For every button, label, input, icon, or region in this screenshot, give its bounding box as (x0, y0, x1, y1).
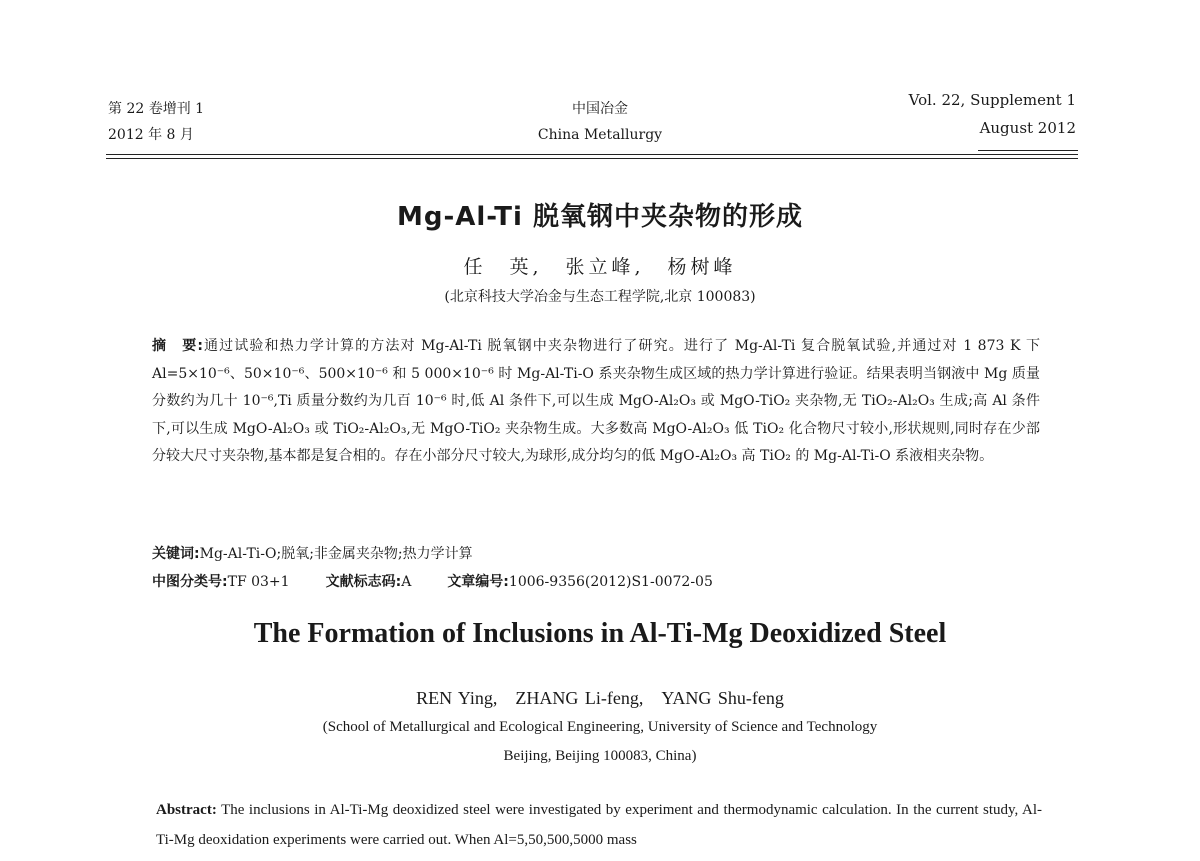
paper-title-en: The Formation of Inclusions in Al-Ti-Mg Deoxidized Steel (253, 618, 947, 649)
authors-en: REN Ying, ZHANG Li-feng, YANG Shu-feng (416, 688, 784, 708)
volume-issue-cn: 第 22 卷增刊 1 (108, 101, 205, 117)
paper-title-cn: Mg-Al-Ti 脱氧钢中夹杂物的形成 (397, 202, 803, 232)
abstract-label-en: Abstract: (156, 802, 217, 818)
header-rule-bottom (106, 158, 1078, 159)
clc-label: 中图分类号: (152, 574, 228, 590)
abstract-cn (152, 333, 1040, 471)
volume-issue-en: Vol. 22, Supplement 1 (908, 91, 1076, 109)
abstract-text-cn: 通过试验和热力学计算的方法对 Mg-Al-Ti 脱氧钢中夹杂物进行了研究。进行了 Mg-Al-Ti 复合脱氧试验,并通过对 1 873 K 下 Al=5×10⁻⁶、50×10⁻⁶、500×10⁻⁶ 和 5 000×10⁻⁶ 时 Mg-Al-Ti-O 系夹杂物生成区域的热力学计算进行验证。结果表明当钢液中 Mg 质量分数约为几十 10⁻⁶,Ti 质量分数约为几百 10⁻⁶ 时,低 Al 条件下,可以生成 MgO-Al₂O₃ 或 MgO-TiO₂ 夹杂物,无 TiO₂-Al₂O₃ 生成;高 Al 条件下,可以生成 MgO-Al₂O₃ 或 TiO₂-Al₂O₃,无 MgO-TiO₂ 夹杂物生成。大多数高 MgO-Al₂O₃ 低 TiO₂ 化合物尺寸较小,形状规则,同时存在少部分较大尺寸夹杂物,基本都是复合相的。存在小部分尺寸较大,为球形,成分均匀的低 MgO-Al₂O₃ 高 TiO₂ 的 Mg-Al-Ti-O 系液相夹杂物。 (152, 338, 1040, 464)
issue-date-en: August 2012 (979, 119, 1076, 137)
header-rule-top (106, 154, 1078, 155)
classification-line (152, 569, 1040, 595)
issue-date-cn: 2012 年 8 月 (108, 127, 194, 143)
keywords-label-cn: 关键词: (152, 546, 200, 562)
article-no-label: 文章编号: (447, 574, 509, 590)
keywords-cn (152, 541, 1040, 567)
journal-name-cn: 中国冶金 (572, 101, 628, 117)
doc-code-label: 文献标志码: (325, 574, 402, 590)
affiliation-en (0, 713, 1200, 771)
abstract-label-cn: 摘 要: (152, 338, 203, 354)
keywords-text-cn: Mg-Al-Ti-O;脱氧;非金属夹杂物;热力学计算 (199, 546, 473, 562)
abstract-text-en: The inclusions in Al-Ti-Mg deoxidized steel were investigated by experiment and thermodynamic calculation. In the current study, Al-Ti-Mg deoxidation experiments were carried out. When Al=5,50,500,5000 mass (156, 802, 1042, 848)
authors-cn: 任 英, 张立峰, 杨树峰 (463, 256, 737, 278)
abstract-en (156, 795, 1042, 861)
page-header (0, 0, 1200, 170)
article-no-value: 1006-9356(2012)S1-0072-05 (508, 574, 713, 590)
doc-code-value: A (401, 574, 412, 590)
affiliation-cn: (北京科技大学冶金与生态工程学院,北京 100083) (444, 289, 756, 305)
journal-volume-en (909, 86, 1076, 142)
journal-name-en: China Metallurgy (537, 127, 663, 143)
affiliation-en-line2: Beijing, Beijing 100083, China) (503, 748, 697, 764)
affiliation-en-line1: (School of Metallurgical and Ecological Engineering, University of Science and Technology (322, 719, 878, 735)
header-rule-short (978, 150, 1078, 151)
clc-value: TF 03+1 (227, 574, 290, 590)
